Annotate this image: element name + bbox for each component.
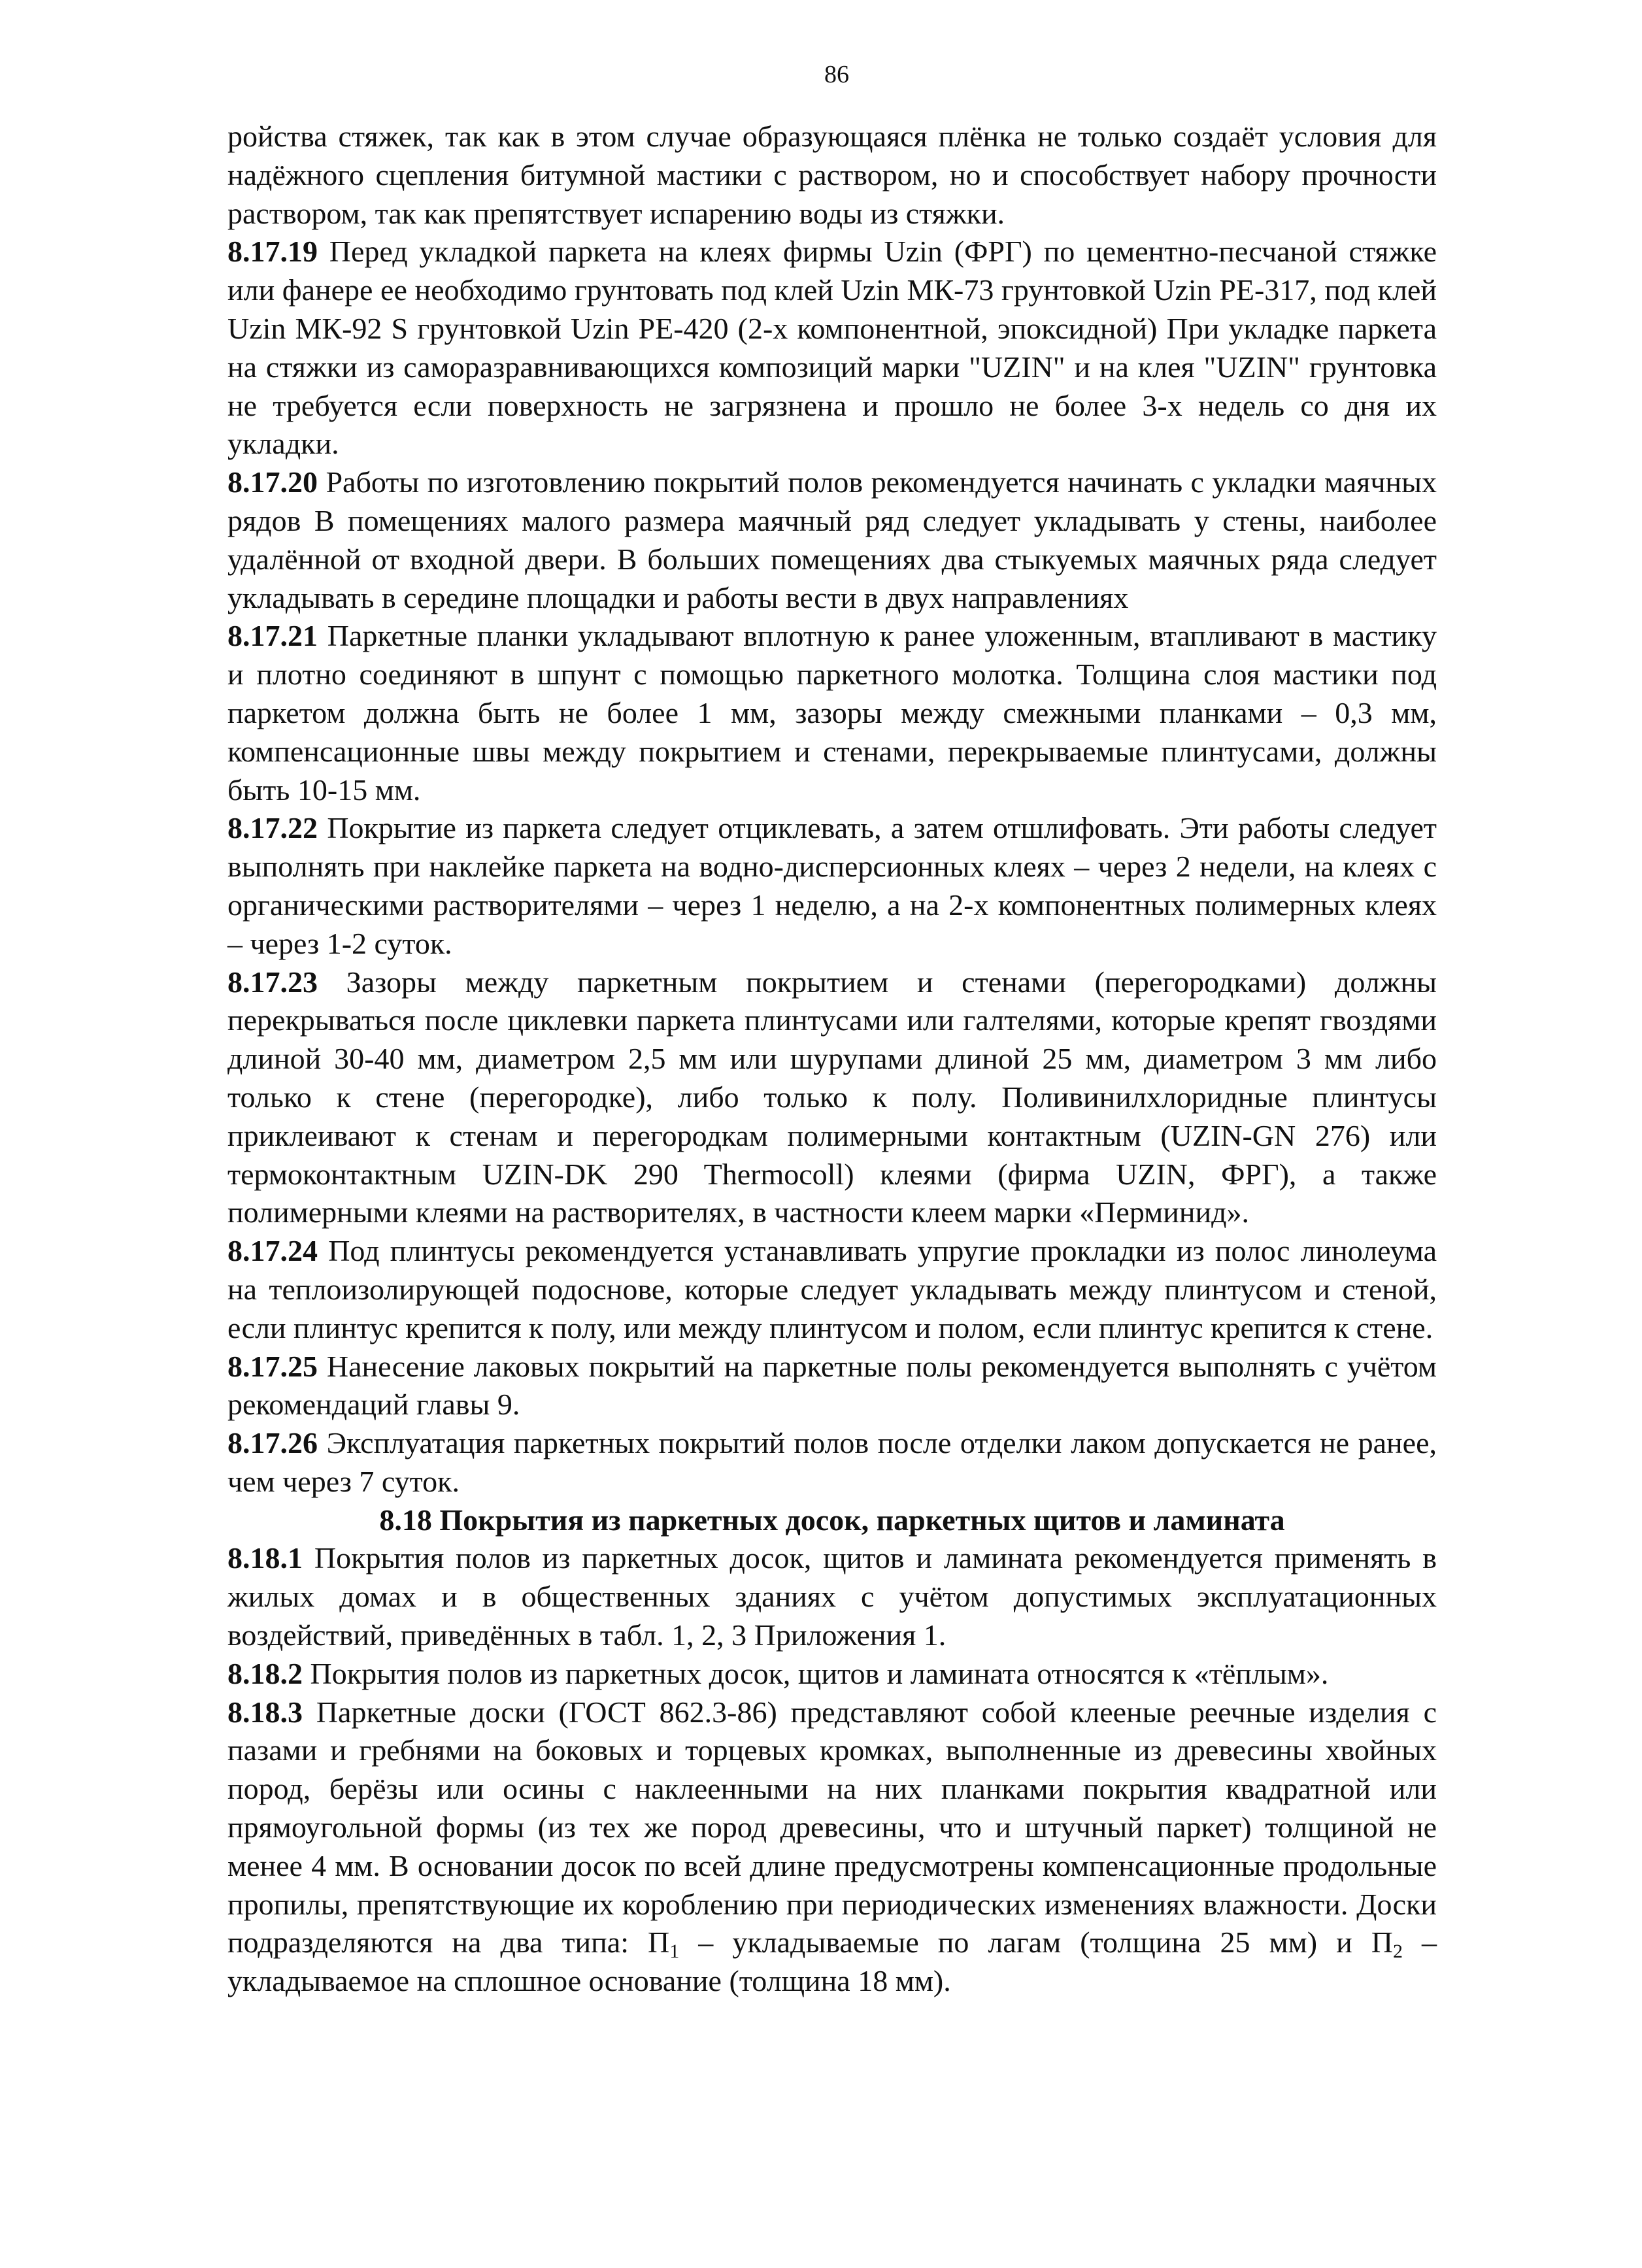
clause-number: 8.17.19 <box>227 235 318 269</box>
paragraph-8-17-23 <box>227 963 1437 1233</box>
paragraph-8-17-24 <box>227 1232 1437 1347</box>
document-body <box>227 118 1437 2001</box>
paragraph-text: Зазоры между паркетным покрытием и стенами (перегородками) должны перекрываться после циклевки паркета плинтусами или галтелями, которые крепят гвоздями длиной 30-40 мм, диаметром 2,5 мм или шурупами длиной 25 мм, диаметром 3 мм либо только к стене (перегородке), либо только к полу. Поливинилхлоридные плинтусы приклеивают к стенам и перегородкам полимерными контактным (UZIN-GN 276) или термоконтактным UZIN-DK 290 Thermocoll) клеями (фирма UZIN, ФРГ), а также полимерными клеями на растворителях, в частности клеем марки «Перминид». <box>227 965 1437 1229</box>
clause-number: 8.18.1 <box>227 1541 303 1575</box>
paragraph-text: – укладываемые по лагам (толщина 25 мм) и П <box>679 1926 1393 1959</box>
paragraph-text: Эксплуатация паркетных покрытий полов после отделки лаком допускается не ранее, чем через 7 суток. <box>227 1426 1437 1498</box>
clause-number: 8.17.20 <box>227 465 318 499</box>
paragraph-text: Работы по изготовлению покрытий полов рекомендуется начинать с укладки маячных рядов В помещениях малого размера маячный ряд следует укладывать у стены, наиболее удалённой от входной двери. В больших помещениях два стыкуемых маячных ряда следует укладывать в середине площадки и работы вести в двух направлениях <box>227 465 1437 614</box>
subscript: 2 <box>1392 1941 1403 1963</box>
paragraph-text: Покрытия полов из паркетных досок, щитов и ламината относятся к «тёплым». <box>303 1656 1329 1690</box>
paragraph-8-17-20 <box>227 463 1437 617</box>
clause-number: 8.17.25 <box>227 1349 318 1383</box>
paragraph-text: Покрытие из паркета следует отциклевать, а затем отшлифовать. Эти работы следует выполнять при наклейке паркета на водно-дисперсионных клеях – через 2 недели, на клеях с органическими растворителями – через 1 неделю, а на 2-х компонентных полимерных клеях – через 1-2 суток. <box>227 811 1437 960</box>
paragraph-text: Перед укладкой паркета на клеях фирмы Uzin (ФРГ) по цементно-песчаной стяжке или фанере ее необходимо грунтовать под клей Uzin МК-73 грунтовкой Uzin PE-317, под клей Uzin МК-92 S грунтовкой Uzin PE-420 (2-х компонентной, эпоксидной) При укладке паркета на стяжки из саморазравнивающихся композиций марки "UZIN" и на клея "UZIN" грунтовка не требуется если поверхность не загрязнена и прошло не более 3-х недель со дня их укладки. <box>227 235 1437 461</box>
clause-number: 8.17.22 <box>227 811 318 845</box>
paragraph-continuation <box>227 118 1437 233</box>
paragraph-text: Паркетные доски (ГОСТ 862.3-86) представляют собой клееные реечные изделия с пазами и гребнями на боковых и торцевых кромках, выполненные из древесины хвойных пород, берёзы или осины с наклеенными на них планками покрытия квадратной или прямоугольной формы (из тех же пород древесины, что и штучный паркет) толщиной не менее 4 мм. В основании досок по всей длине предусмотрены компенсационные продольные пропилы, препятствующие их короблению при периодических изменениях влажности. Доски подразделяются на два типа: П <box>227 1695 1437 1959</box>
clause-number: 8.17.23 <box>227 965 318 999</box>
paragraph-text: Нанесение лаковых покрытий на паркетные полы рекомендуется выполнять с учётом рекомендаций главы 9. <box>227 1349 1437 1422</box>
paragraph-text: Под плинтусы рекомендуется устанавливать упругие прокладки из полос линолеума на теплоизолирующей подоснове, которые следует укладывать между плинтусом и стеной, если плинтус крепится к полу, или между плинтусом и полом, если плинтус крепится к стене. <box>227 1234 1437 1344</box>
paragraph-8-17-19 <box>227 233 1437 463</box>
paragraph-8-17-22 <box>227 809 1437 963</box>
clause-number: 8.17.21 <box>227 619 318 653</box>
paragraph-text: – укладываемое на сплошное основание (толщина 18 мм). <box>227 1926 1437 1998</box>
subscript: 1 <box>669 1941 680 1963</box>
paragraph-8-18-3 <box>227 1693 1437 2001</box>
paragraph-8-17-25 <box>227 1348 1437 1425</box>
paragraph-8-17-21 <box>227 617 1437 809</box>
clause-number: 8.18.3 <box>227 1695 303 1729</box>
clause-number: 8.17.26 <box>227 1426 318 1460</box>
page-number: 86 <box>824 61 849 88</box>
paragraph-8-17-26 <box>227 1424 1437 1501</box>
paragraph-text: Покрытия полов из паркетных досок, щитов и ламината рекомендуется применять в жилых домах и в общественных зданиях с учётом допустимых эксплуатационных воздействий, приведённых в табл. 1, 2, 3 Приложения 1. <box>227 1541 1437 1652</box>
paragraph-text: ройства стяжек, так как в этом случае образующаяся плёнка не только создаёт условия для надёжного сцепления битумной мастики с раствором, но и способствует набору прочности раствором, так как препятствует испарению воды из стяжки. <box>227 120 1437 230</box>
section-heading: 8.18 Покрытия из паркетных досок, паркетных щитов и ламината <box>379 1503 1285 1537</box>
clause-number: 8.17.24 <box>227 1234 318 1268</box>
clause-number: 8.18.2 <box>227 1656 303 1690</box>
paragraph-8-18-1 <box>227 1539 1437 1654</box>
paragraph-text: Паркетные планки укладывают вплотную к ранее уложенным, втапливают в мастику и плотно соединяют в шпунт с помощью паркетного молотка. Толщина слоя мастики под паркетом должна быть не более 1 мм, зазоры между смежными планками – 0,3 мм, компенсационные швы между покрытием и стенами, перекрываемые плинтусами, должны быть 10-15 мм. <box>227 619 1437 807</box>
paragraph-8-18-2 <box>227 1655 1437 1693</box>
